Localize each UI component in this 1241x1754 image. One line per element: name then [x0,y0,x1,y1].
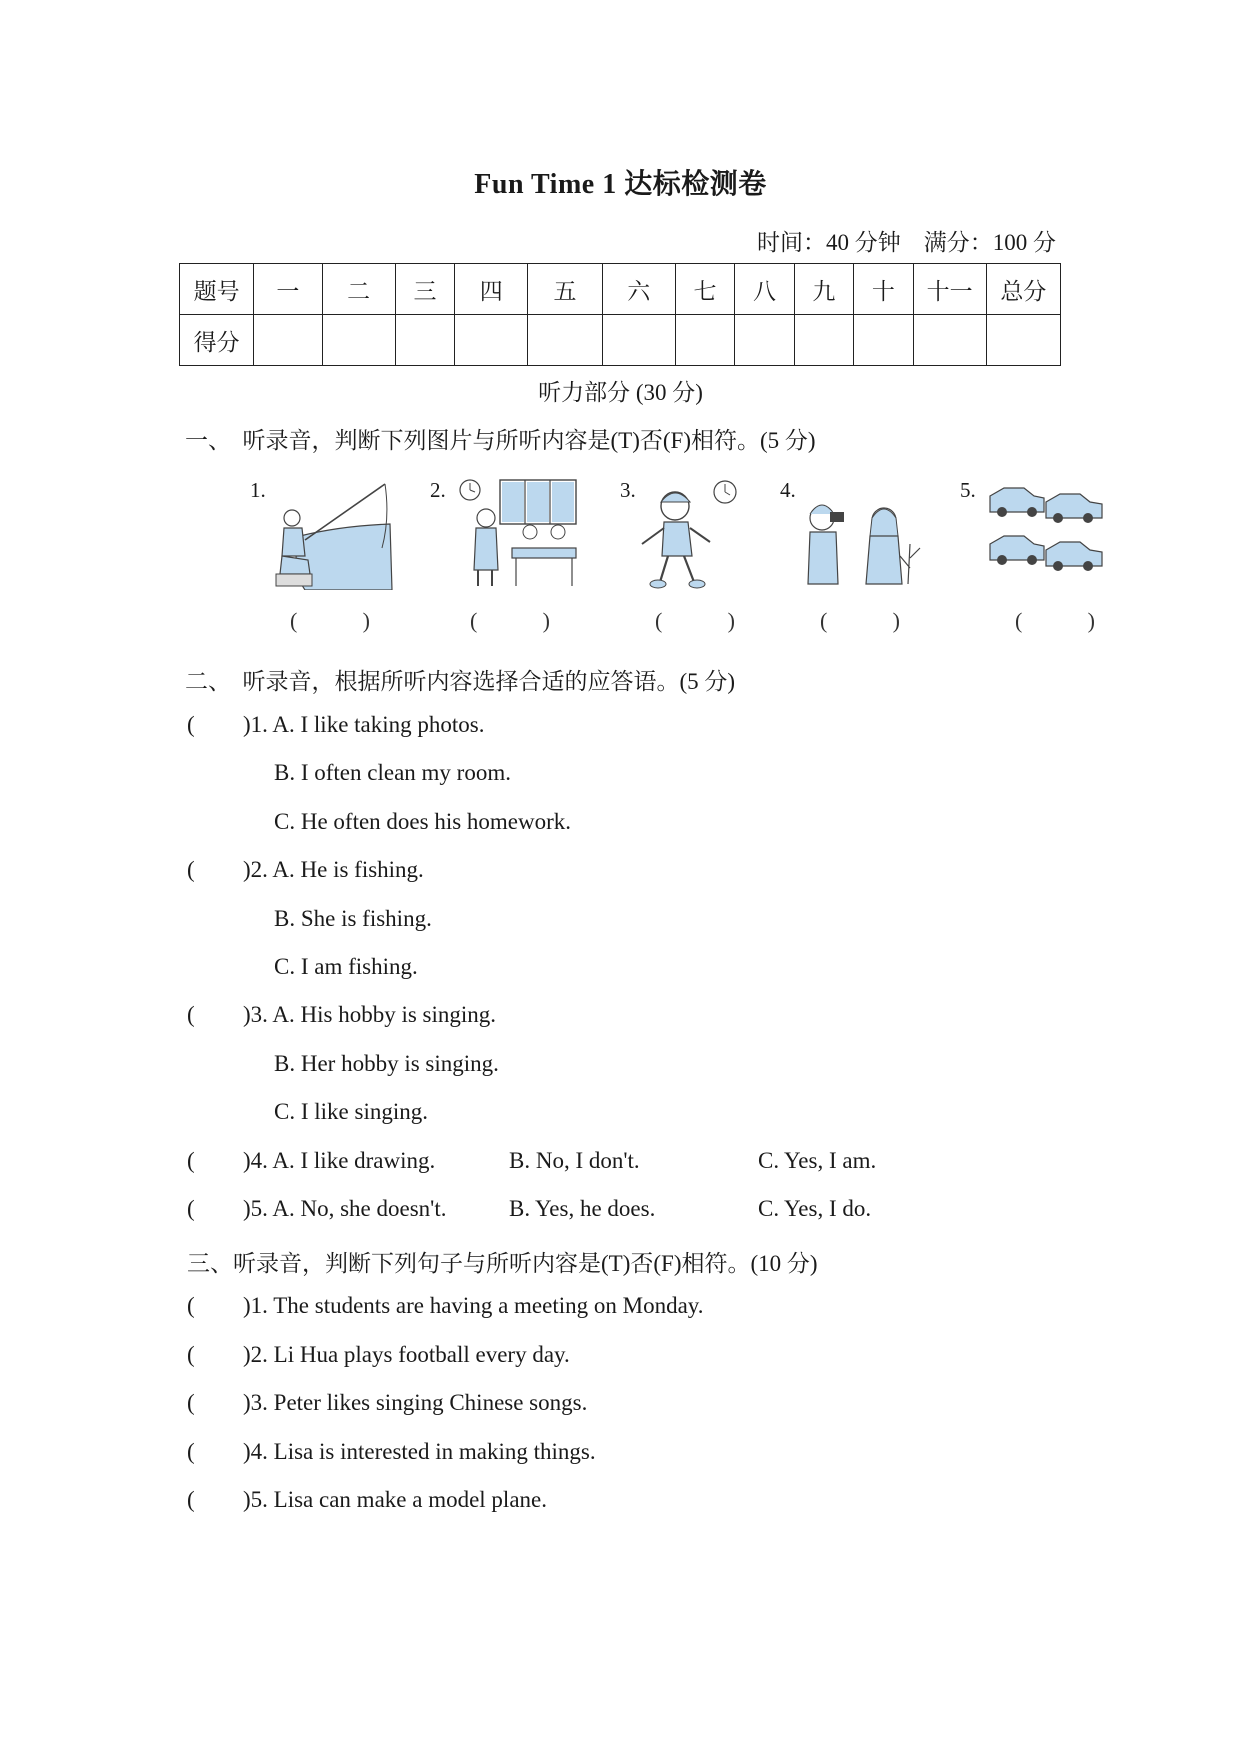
full-score: 满分：100 分 [923,230,1056,255]
score-row-label: 得分 [180,315,254,366]
score-header-cell: 九 [794,264,853,315]
option-b: B. Yes, he does. [509,1196,656,1221]
statement-3-2: )2. Li Hua plays football every day. [243,1342,570,1367]
option-c: C. Yes, I am. [758,1148,877,1173]
option-b: B. Her hobby is singing. [274,1051,499,1076]
answer-paren[interactable]: ( ) [1015,608,1095,633]
question-2-1: )1. A. I like taking photos. [243,712,485,737]
score-cell[interactable] [675,315,734,366]
score-cell[interactable] [913,315,986,366]
page-title: Fun Time 1 达标检测卷 [474,169,767,200]
statement-3-5: )5. Lisa can make a model plane. [243,1487,547,1512]
score-header-cell: 十一 [913,264,986,315]
picture-number: 1. [250,478,266,502]
picture-number: 3. [620,478,636,502]
score-cell[interactable] [602,315,675,366]
part2-title: 二、 听录音，根据所听内容选择合适的应答语。(5 分) [185,669,736,694]
score-cell[interactable] [528,315,602,366]
score-cell[interactable] [854,315,913,366]
picture-number: 4. [780,478,796,502]
score-cell[interactable] [254,315,322,366]
score-header-cell: 总分 [986,264,1060,315]
score-cell[interactable] [794,315,853,366]
picture-item-4 [780,478,940,633]
picture-number: 2. [430,478,446,502]
picture-item-5 [960,478,1120,633]
part1-pictures [250,478,1120,633]
answer-open-paren[interactable]: ( [187,1390,195,1415]
score-header-cell: 四 [455,264,528,315]
part1-title: 一、 听录音，判断下列图片与所听内容是(T)否(F)相符。(5 分) [185,428,816,453]
option-c: C. I like singing. [274,1099,428,1124]
part3-title: 三、听录音，判断下列句子与所听内容是(T)否(F)相符。(10 分) [187,1251,818,1276]
option-b: B. She is fishing. [274,906,432,931]
score-header-cell: 题号 [180,264,254,315]
score-header-cell: 七 [675,264,734,315]
picture-item-2 [430,478,590,633]
option-b: B. I often clean my room. [274,760,511,785]
answer-paren[interactable]: ( ) [655,608,735,633]
statement-3-4: )4. Lisa is interested in making things. [243,1439,596,1464]
answer-paren[interactable]: ( ) [290,608,370,633]
score-cell[interactable] [735,315,794,366]
answer-open-paren[interactable]: ( [187,1293,195,1318]
cars-icon [960,478,1110,590]
option-c: C. I am fishing. [274,954,418,979]
score-cell[interactable] [395,315,454,366]
exam-meta [757,224,1056,257]
score-table-score-row [180,315,1061,366]
score-header-cell: 五 [528,264,602,315]
statement-3-3: )3. Peter likes singing Chinese songs. [243,1390,588,1415]
score-header-cell: 十 [854,264,913,315]
answer-open-paren[interactable]: ( [187,1439,195,1464]
statement-3-1: )1. The students are having a meeting on Monday. [243,1293,704,1318]
boy-walking-icon [620,478,770,590]
answer-open-paren[interactable]: ( [187,857,195,882]
question-2-4: )4. A. I like drawing. [243,1148,436,1173]
score-cell[interactable] [986,315,1060,366]
score-header-cell: 六 [602,264,675,315]
listening-section-header: 听力部分 (30 分) [538,380,703,405]
question-2-5: )5. A. No, she doesn't. [243,1196,447,1221]
answer-paren[interactable]: ( ) [470,608,550,633]
score-cell[interactable] [322,315,395,366]
classroom-icon [430,478,580,590]
option-b: B. No, I don't. [509,1148,640,1173]
answer-open-paren[interactable]: ( [187,1002,195,1027]
option-c: C. He often does his homework. [274,809,572,834]
question-2-3: )3. A. His hobby is singing. [243,1002,497,1027]
score-table [179,263,1061,366]
picture-item-3 [620,478,780,633]
answer-open-paren[interactable]: ( [187,1487,195,1512]
score-table-header-row [180,264,1061,315]
answer-open-paren[interactable]: ( [187,712,195,737]
score-header-cell: 一 [254,264,322,315]
answer-paren[interactable]: ( ) [820,608,900,633]
score-header-cell: 三 [395,264,454,315]
answer-open-paren[interactable]: ( [187,1196,195,1221]
score-header-cell: 八 [735,264,794,315]
answer-open-paren[interactable]: ( [187,1148,195,1173]
option-c: C. Yes, I do. [758,1196,872,1221]
girls-taking-photos-icon [780,478,930,590]
picture-item-1 [250,478,410,633]
picture-number: 5. [960,478,976,502]
man-fishing-icon [250,478,400,590]
score-cell[interactable] [455,315,528,366]
answer-open-paren[interactable]: ( [187,1342,195,1367]
time-limit: 时间：40 分钟 [757,230,901,255]
score-header-cell: 二 [322,264,395,315]
question-2-2: )2. A. He is fishing. [243,857,424,882]
